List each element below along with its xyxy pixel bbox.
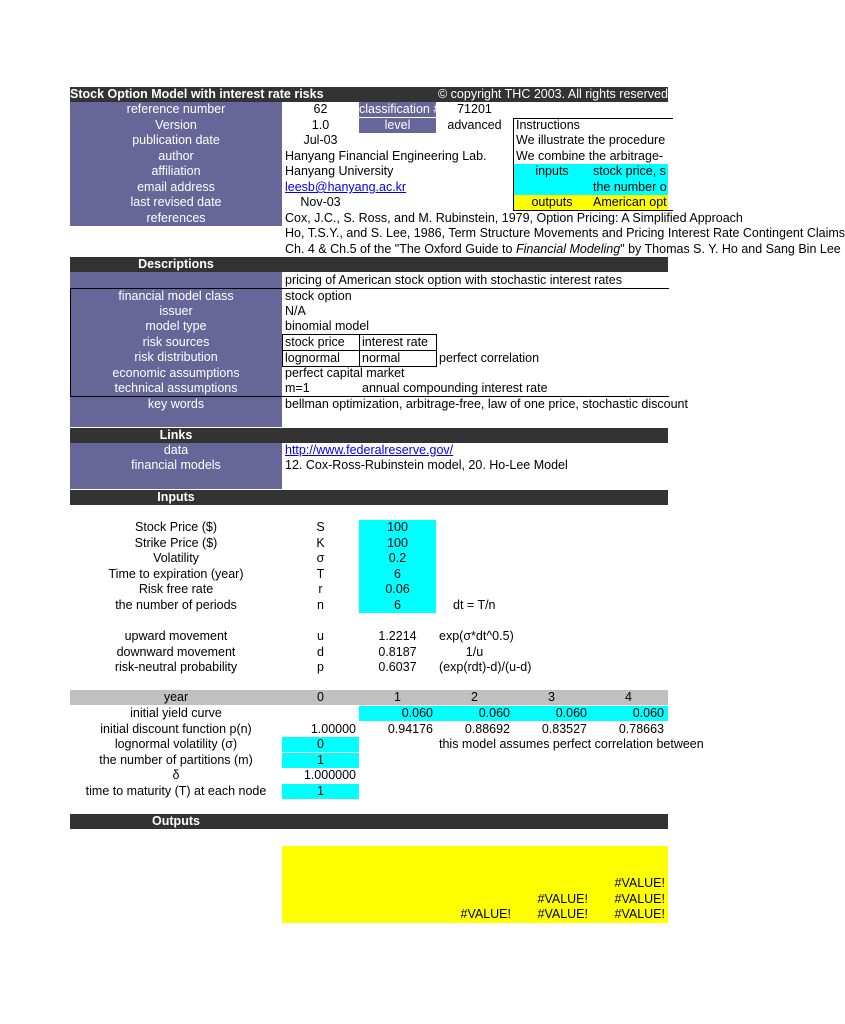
derived-symbol: p: [317, 660, 324, 674]
input-symbol: σ: [316, 551, 325, 565]
reference-3-part-a: Ch. 4 & Ch.5 of the "The Oxford Guide to: [285, 242, 516, 256]
year-cell: 1: [394, 690, 401, 704]
risk-source-2[interactable]: interest rate: [362, 335, 429, 349]
input-symbol: T: [316, 566, 325, 581]
technical-assumptions-label: technical assumptions: [114, 381, 238, 395]
risk-dist-1[interactable]: lognormal: [285, 351, 340, 365]
technical-assumptions-value-2[interactable]: annual compounding interest rate: [362, 381, 548, 395]
model-class-label: financial model class: [118, 289, 234, 303]
instructions-outputs-text: American opt: [593, 195, 667, 209]
classification-label: classification #: [359, 102, 441, 116]
output-cell-r3-c2: #VALUE!: [460, 907, 511, 921]
inputs-bar: [70, 490, 668, 505]
links-bar: [70, 428, 668, 443]
input-value[interactable]: 0.2: [388, 551, 407, 565]
input-symbol: n: [317, 597, 324, 612]
derived-formula: (exp(rdt)-d)/(u-d): [439, 660, 532, 674]
input-value[interactable]: 6: [394, 566, 401, 581]
output-cell-r2-c4: #VALUE!: [614, 892, 665, 906]
reference-1: Cox, J.C., S. Ross, and M. Rubinstein, 1979, Option Pricing: A Simplified Approach: [285, 211, 743, 225]
maturity-value[interactable]: 1: [282, 784, 359, 799]
derived-formula: exp(σ*dt^0.5): [439, 629, 514, 643]
level-label: level: [359, 118, 436, 133]
affiliation-label: affiliation: [151, 164, 201, 178]
classification-value[interactable]: 71201: [457, 102, 492, 116]
input-symbol: r: [318, 582, 323, 596]
input-label: the number of periods: [115, 597, 237, 612]
partitions-label: the number of partitions (m): [99, 753, 253, 767]
derived-label: downward movement: [116, 644, 236, 659]
email-link[interactable]: [285, 180, 406, 195]
data-url-anchor[interactable]: http://www.federalreserve.gov/: [285, 443, 454, 457]
reference-number-label: reference number: [126, 102, 226, 116]
revised-label: last revised date: [130, 195, 222, 209]
instructions-inputs-text-1: stock price, s: [593, 164, 666, 178]
output-cell-r1-c4: #VALUE!: [614, 876, 665, 890]
input-label: Volatility: [153, 551, 199, 565]
email-anchor[interactable]: leesb@hanyang.ac.kr: [285, 180, 407, 194]
lognormal-vol-value[interactable]: 0: [282, 737, 359, 752]
reference-3: [285, 242, 841, 257]
derived-label: upward movement: [124, 629, 228, 643]
year-label: year: [163, 690, 189, 704]
reference-number-value[interactable]: 62: [313, 102, 328, 116]
correlation-note: this model assumes perfect correlation between: [439, 737, 704, 751]
model-type-label: model type: [145, 319, 207, 333]
reference-2: Ho, T.S.Y., and S. Lee, 1986, Term Structure Movements and Pricing Interest Rate Contingent Claims: [285, 226, 845, 240]
version-label: Version: [155, 118, 197, 132]
key-words-label: key words: [147, 397, 205, 411]
year-cell: 2: [471, 690, 478, 704]
derived-value: 1.2214: [378, 629, 417, 643]
input-label: Time to expiration (year): [108, 566, 244, 581]
yield-curve-cell[interactable]: 0.060: [632, 706, 664, 720]
discount-cell: 0.94176: [387, 722, 433, 736]
financial-models-value: 12. Cox-Ross-Rubinstein model, 20. Ho-Lee Model: [285, 458, 568, 472]
input-value[interactable]: 0.06: [385, 582, 410, 596]
publication-date-value[interactable]: Jul-03: [303, 133, 338, 147]
derived-value: 0.6037: [378, 660, 417, 674]
technical-assumptions-value-1[interactable]: m=1: [285, 381, 310, 395]
instructions-title: Instructions: [516, 118, 580, 132]
instructions-inputs-label: inputs: [535, 164, 569, 178]
economic-assumptions-label: economic assumptions: [112, 366, 240, 380]
references-label: references: [146, 211, 206, 225]
discount-cell: 0.88692: [464, 722, 510, 736]
yield-curve-label: initial yield curve: [130, 706, 222, 720]
maturity-label: time to maturity (T) at each node: [85, 784, 267, 798]
author-label: author: [158, 149, 194, 163]
data-link[interactable]: [285, 443, 453, 458]
copyright-text: © copyright THC 2003. All rights reserved: [438, 87, 668, 101]
derived-symbol: d: [317, 644, 324, 659]
discount-cell: 0.83527: [541, 722, 587, 736]
publication-date-label: publication date: [132, 133, 220, 147]
derived-symbol: u: [317, 629, 324, 643]
outputs-heading: Outputs: [152, 814, 200, 828]
yield-curve-cell[interactable]: 0.060: [478, 706, 510, 720]
descriptions-bar: [70, 257, 668, 272]
input-symbol: K: [316, 535, 325, 550]
version-value[interactable]: 1.0: [311, 118, 330, 132]
instructions-line-2: We combine the arbitrage-: [516, 149, 664, 163]
risk-distribution-label: risk distribution: [134, 350, 218, 364]
output-cell-r2-c3: #VALUE!: [537, 892, 588, 906]
discount-cell: 0.78663: [618, 722, 664, 736]
risk-dist-2[interactable]: normal: [362, 351, 401, 365]
reference-3-italic: Financial Modeling: [515, 242, 621, 256]
derived-formula: 1/u: [465, 644, 484, 659]
descriptions-heading: Descriptions: [138, 257, 214, 271]
model-type-value[interactable]: binomial model: [285, 319, 370, 333]
discount-cell: 1.00000: [310, 722, 356, 736]
data-label: data: [163, 443, 189, 457]
reference-3-part-c: " by Thomas S. Y. Ho and Sang Bin Lee: [620, 242, 841, 256]
derived-label: risk-neutral probability: [114, 660, 238, 674]
input-symbol: S: [316, 520, 325, 534]
delta-label: δ: [172, 768, 180, 782]
yield-curve-cell[interactable]: 0.060: [401, 706, 433, 720]
year-cell: 4: [625, 690, 632, 704]
issuer-label: issuer: [159, 304, 193, 318]
partitions-value[interactable]: 1: [282, 753, 359, 768]
inputs-heading: Inputs: [157, 490, 195, 504]
risk-sources-label: risk sources: [142, 335, 210, 349]
discount-label: initial discount function p(n): [100, 722, 252, 736]
author-value[interactable]: Hanyang Financial Engineering Lab.: [285, 149, 487, 163]
input-value[interactable]: 100: [387, 535, 408, 550]
dt-note: dt = T/n: [453, 598, 496, 612]
output-cell-r3-c3: #VALUE!: [537, 907, 588, 921]
risk-dist-note: perfect correlation: [439, 351, 540, 365]
level-value[interactable]: advanced: [447, 118, 502, 132]
key-words-value[interactable]: bellman optimization, arbitrage-free, law of one price, stochastic discount: [285, 397, 688, 411]
risk-source-1[interactable]: stock price: [285, 335, 345, 349]
revised-value[interactable]: Nov-03: [300, 195, 341, 209]
input-label: Strike Price ($): [134, 535, 218, 550]
lognormal-vol-label: lognormal volatility (σ): [114, 737, 238, 751]
yield-curve-cell[interactable]: 0.060: [555, 706, 587, 720]
year-cell: 0: [317, 690, 324, 704]
email-label: email address: [137, 180, 215, 194]
instructions-inputs-text-2: the number o: [593, 180, 667, 194]
instructions-outputs-label: outputs: [531, 195, 573, 209]
descriptions-summary: pricing of American stock option with stochastic interest rates: [285, 273, 622, 287]
economic-assumptions-value[interactable]: perfect capital market: [285, 366, 405, 380]
issuer-value[interactable]: N/A: [285, 304, 306, 318]
outputs-bar: [70, 814, 668, 829]
model-class-value[interactable]: stock option: [285, 289, 352, 303]
input-value[interactable]: 6: [394, 597, 401, 612]
financial-models-label: financial models: [131, 458, 221, 472]
title-bar: [70, 87, 668, 102]
input-label: Risk free rate: [138, 582, 214, 596]
output-cell-r3-c4: #VALUE!: [614, 907, 665, 921]
instructions-line-1: We illustrate the procedure: [516, 133, 666, 147]
year-cell: 3: [548, 690, 555, 704]
input-label: Stock Price ($): [135, 520, 217, 534]
delta-value: 1.000000: [303, 768, 356, 782]
sheet-title: Stock Option Model with interest rate risks: [70, 87, 324, 101]
input-value[interactable]: 100: [387, 520, 408, 534]
links-heading: Links: [159, 428, 193, 442]
affiliation-value[interactable]: Hanyang University: [285, 164, 394, 178]
derived-value: 0.8187: [378, 644, 417, 659]
